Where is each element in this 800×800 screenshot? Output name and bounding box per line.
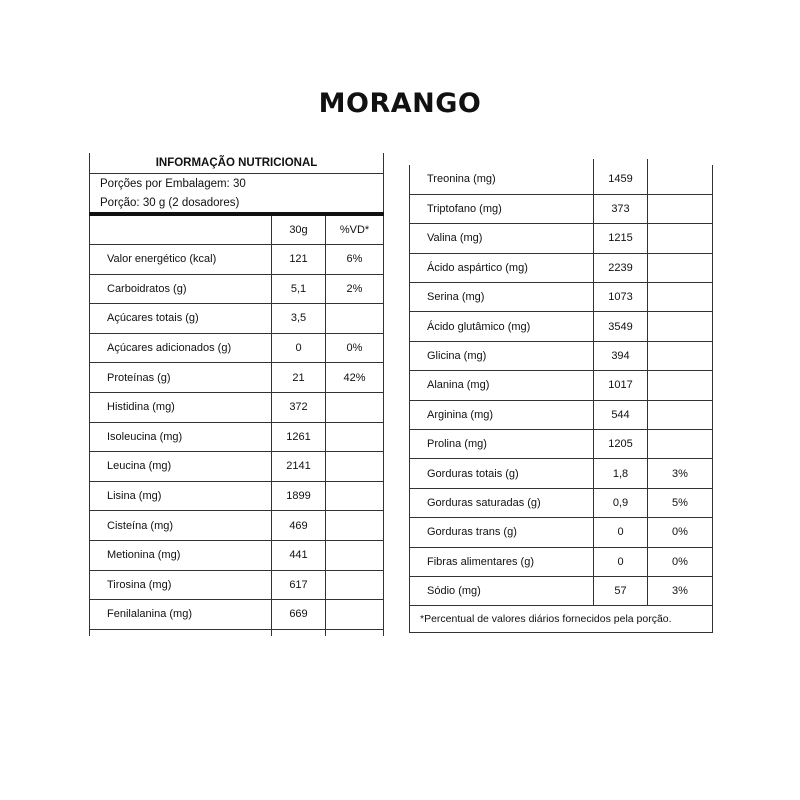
nutrient-dv xyxy=(326,392,384,422)
nutrient-dv xyxy=(648,430,713,459)
nutrient-name: Histidina (mg) xyxy=(90,392,272,422)
nutrient-amount: 1899 xyxy=(272,481,326,511)
nutrient-dv xyxy=(326,570,384,600)
nutrient-name: Glicina (mg) xyxy=(410,341,594,370)
nutrient-amount: 669 xyxy=(272,600,326,630)
nutrient-amount: 1,8 xyxy=(594,459,648,488)
nutrient-name: Metionina (mg) xyxy=(90,540,272,570)
nutrient-dv: 2% xyxy=(326,274,384,304)
nutrient-name: Gorduras totais (g) xyxy=(410,459,594,488)
nutrient-name: Valina (mg) xyxy=(410,224,594,253)
nutrient-dv xyxy=(648,400,713,429)
nutrient-dv xyxy=(648,253,713,282)
nutrient-dv: 0% xyxy=(648,547,713,576)
table-row xyxy=(410,371,713,400)
nutrient-name: Arginina (mg) xyxy=(410,400,594,429)
nutrient-amount: 5,1 xyxy=(272,274,326,304)
nutrient-dv xyxy=(648,371,713,400)
nutrient-name: Treonina (mg) xyxy=(410,165,594,194)
table-heading: INFORMAÇÃO NUTRICIONAL xyxy=(90,153,384,174)
table-row xyxy=(90,422,384,452)
nutrient-dv xyxy=(326,511,384,541)
servings-row xyxy=(90,174,384,194)
table-row xyxy=(410,488,713,517)
column-header-blank xyxy=(90,214,272,245)
table-row xyxy=(90,481,384,511)
table-row xyxy=(410,253,713,282)
table-heading-row xyxy=(90,153,384,174)
nutrient-dv xyxy=(326,481,384,511)
table-row xyxy=(410,459,713,488)
table-row xyxy=(90,600,384,630)
nutrient-name: Ácido glutâmico (mg) xyxy=(410,312,594,341)
nutrient-amount: 2239 xyxy=(594,253,648,282)
nutrient-name: Lisina (mg) xyxy=(90,481,272,511)
nutrient-amount: 1205 xyxy=(594,430,648,459)
nutrient-name: Alanina (mg) xyxy=(410,371,594,400)
nutrient-amount: 0 xyxy=(272,333,326,363)
nutrient-name: Fenilalanina (mg) xyxy=(90,600,272,630)
table-row xyxy=(410,576,713,605)
nutrient-amount: 469 xyxy=(272,511,326,541)
nutrient-dv xyxy=(326,422,384,452)
table-row xyxy=(410,312,713,341)
table-row xyxy=(90,245,384,275)
nutrient-dv: 3% xyxy=(648,459,713,488)
table-row xyxy=(410,430,713,459)
nutrient-name: Gorduras saturadas (g) xyxy=(410,488,594,517)
nutrient-name: Triptofano (mg) xyxy=(410,194,594,223)
nutrient-dv xyxy=(326,540,384,570)
nutrient-name: Prolina (mg) xyxy=(410,430,594,459)
column-header-dv: %VD* xyxy=(326,214,384,245)
table-row xyxy=(90,540,384,570)
nutrient-dv xyxy=(648,194,713,223)
footnote-row xyxy=(410,606,713,633)
nutrient-name: Isoleucina (mg) xyxy=(90,422,272,452)
column-header-amount: 30g xyxy=(272,214,326,245)
nutrient-amount: 2141 xyxy=(272,452,326,482)
nutrient-name: Açúcares totais (g) xyxy=(90,304,272,334)
nutrient-amount: 372 xyxy=(272,392,326,422)
nutrient-name: Açúcares adicionados (g) xyxy=(90,333,272,363)
table-row xyxy=(410,518,713,547)
nutrient-dv: 6% xyxy=(326,245,384,275)
nutrient-name: Cisteína (mg) xyxy=(90,511,272,541)
table-row xyxy=(410,165,713,194)
nutrient-amount: 1261 xyxy=(272,422,326,452)
table-row xyxy=(90,304,384,334)
nutrient-dv xyxy=(326,304,384,334)
nutrient-amount: 57 xyxy=(594,576,648,605)
nutrient-dv xyxy=(648,165,713,194)
nutrient-amount: 544 xyxy=(594,400,648,429)
nutrition-table-right xyxy=(409,159,713,633)
table-row xyxy=(90,392,384,422)
nutrient-amount: 3,5 xyxy=(272,304,326,334)
table-row xyxy=(90,570,384,600)
table-row xyxy=(90,452,384,482)
nutrient-dv: 0% xyxy=(648,518,713,547)
nutrient-name: Tirosina (mg) xyxy=(90,570,272,600)
footnote: *Percentual de valores diários fornecidos pela porção. xyxy=(410,606,713,633)
table-row xyxy=(410,341,713,370)
nutrient-amount: 121 xyxy=(272,245,326,275)
nutrient-amount: 0 xyxy=(594,547,648,576)
nutrient-amount: 617 xyxy=(272,570,326,600)
nutrient-dv: 0% xyxy=(326,333,384,363)
nutrient-name: Ácido aspártico (mg) xyxy=(410,253,594,282)
product-title: MORANGO xyxy=(318,88,482,119)
nutrient-dv xyxy=(648,341,713,370)
nutrient-amount: 441 xyxy=(272,540,326,570)
nutrient-dv xyxy=(648,224,713,253)
nutrient-dv: 42% xyxy=(326,363,384,393)
nutrient-dv xyxy=(326,600,384,630)
nutrient-amount: 1017 xyxy=(594,371,648,400)
nutrient-amount: 394 xyxy=(594,341,648,370)
nutrient-amount: 0,9 xyxy=(594,488,648,517)
table-row xyxy=(410,194,713,223)
column-header-row xyxy=(90,214,384,245)
table-row xyxy=(410,400,713,429)
nutrient-name: Valor energético (kcal) xyxy=(90,245,272,275)
nutrient-amount: 1073 xyxy=(594,283,648,312)
servings-per-pack: Porções por Embalagem: 30 xyxy=(90,174,384,194)
table-row xyxy=(90,333,384,363)
nutrient-name: Leucina (mg) xyxy=(90,452,272,482)
nutrient-name: Carboidratos (g) xyxy=(90,274,272,304)
table-row xyxy=(90,511,384,541)
nutrient-dv: 3% xyxy=(648,576,713,605)
nutrient-amount: 1215 xyxy=(594,224,648,253)
table-row xyxy=(90,363,384,393)
nutrient-dv xyxy=(648,283,713,312)
nutrient-name: Gorduras trans (g) xyxy=(410,518,594,547)
table-row xyxy=(410,283,713,312)
nutrient-dv: 5% xyxy=(648,488,713,517)
table-row xyxy=(90,274,384,304)
nutrient-name: Sódio (mg) xyxy=(410,576,594,605)
nutrition-table-left xyxy=(89,153,384,636)
serving-size: Porção: 30 g (2 dosadores) xyxy=(90,193,384,214)
nutrient-name: Fibras alimentares (g) xyxy=(410,547,594,576)
nutrient-name: Serina (mg) xyxy=(410,283,594,312)
table-row xyxy=(410,224,713,253)
table-row xyxy=(410,547,713,576)
nutrient-amount: 0 xyxy=(594,518,648,547)
serving-size-row xyxy=(90,193,384,214)
nutrient-amount: 1459 xyxy=(594,165,648,194)
nutrient-amount: 3549 xyxy=(594,312,648,341)
nutrient-dv xyxy=(326,452,384,482)
nutrient-amount: 373 xyxy=(594,194,648,223)
table-bottom-stub xyxy=(90,629,384,636)
nutrient-name: Proteínas (g) xyxy=(90,363,272,393)
nutrient-dv xyxy=(648,312,713,341)
nutrient-amount: 21 xyxy=(272,363,326,393)
